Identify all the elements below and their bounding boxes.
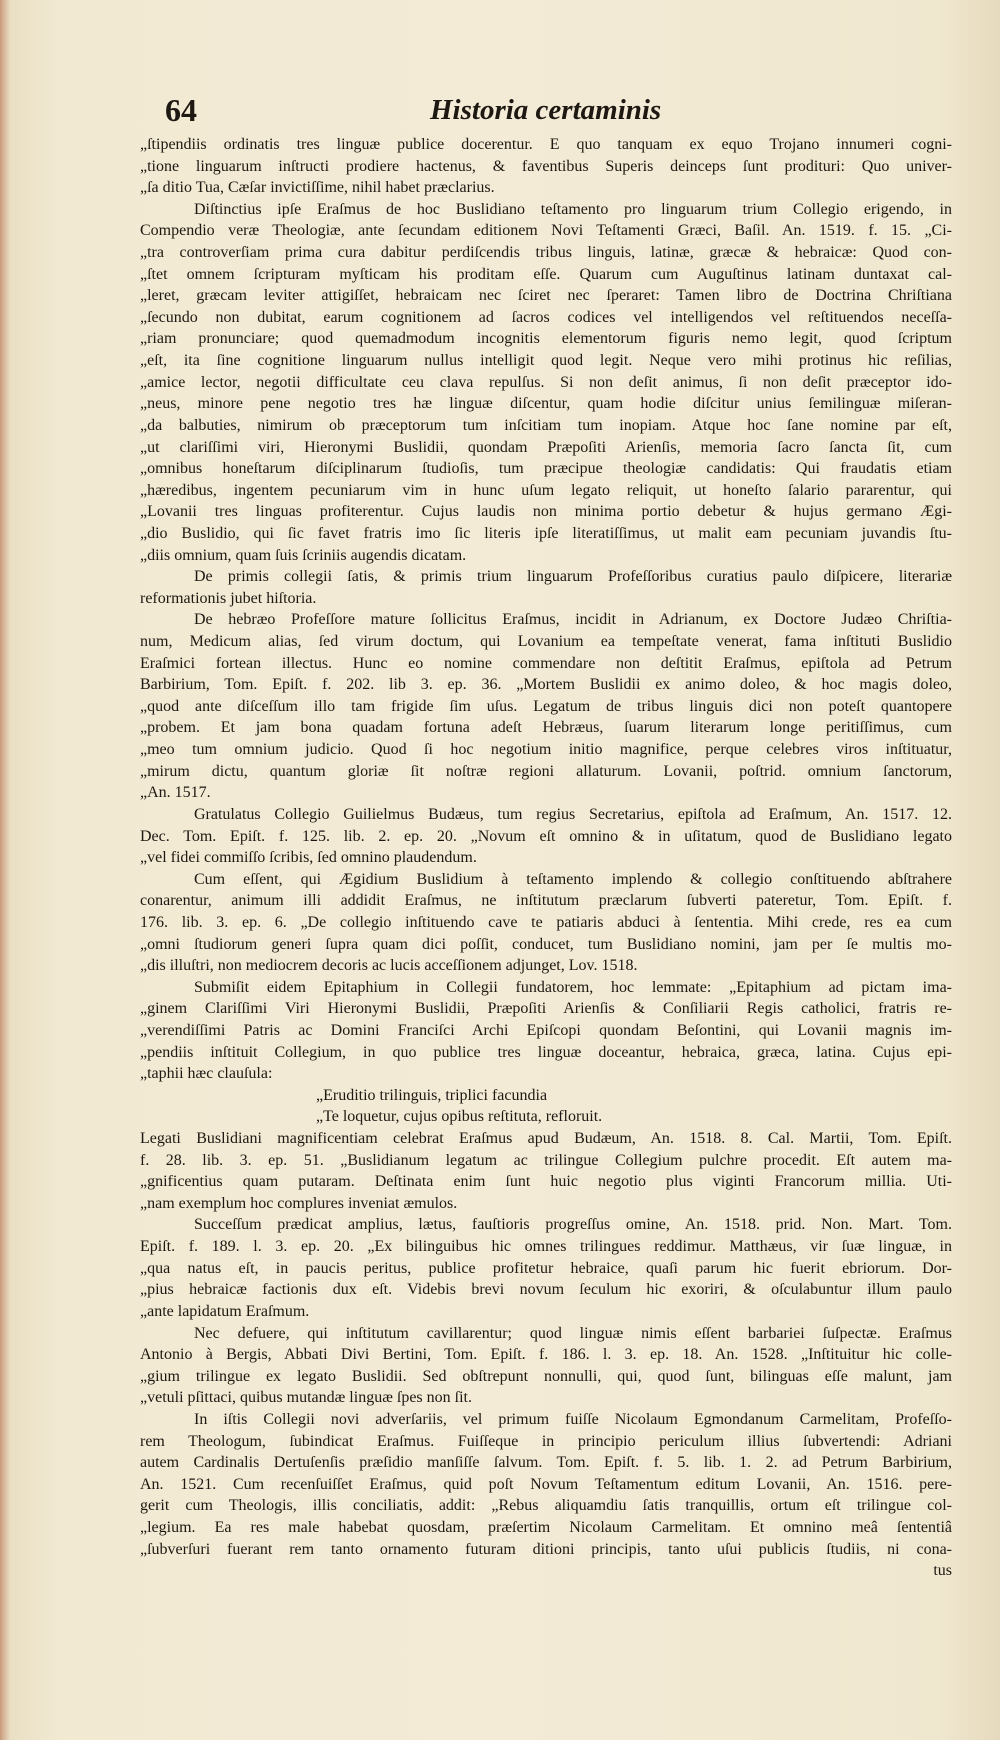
catchword: tus — [933, 1562, 952, 1580]
text-line: „neus, minore pene negotio tres hæ linguæ diſcentur, quam hodie diſcitur unius ſemilinguæ miſeran- — [140, 395, 952, 413]
text-line: „Eruditio trilinguis, triplici facundia — [316, 1086, 548, 1104]
text-line: „dio Buslidio, qui ſic favet fratris imo ſic literis ipſe literatiſſimus, ut malit eam pecuniam juvandis ſtu- — [140, 524, 952, 542]
text-line: „mirum dictu, quantum gloriæ ſit noſtræ regioni allaturum. Lovanii, poſtrid. omnium ſanctorum, — [140, 762, 952, 780]
text-line: „diis omnium, quam ſuis ſcriniis augendis dicatam. — [140, 546, 467, 564]
text-line: „gium trilingue ex legato Buslidii. Sed obſtrepunt nonnulli, qui, quod ſunt, bilinguas eſſe malunt, jam — [140, 1367, 952, 1385]
text-line: „omnibus honeſtarum diſciplinarum ſtudioſis, tum præcipue theologiæ candidatis: Qui fraudatis etiam — [140, 460, 952, 478]
text-line: „probem. Et jam bona quadam fortuna adeſt Hebræus, ſuarum literarum longe peritiſſimus, cum — [140, 719, 952, 737]
text-line: „pendiis inſtituit Collegium, in quo publice tres linguæ doceantur, hebraica, græca, latina. Cujus epi- — [140, 1043, 952, 1061]
text-line: num, Medicum alias, ſed virum doctum, qui Lovanium ea tempeſtate venerat, fama inſtituti Buslidio — [140, 633, 952, 651]
text-line: „ante lapidatum Eraſmum. — [140, 1302, 310, 1320]
text-line: „taphii hæc clauſula: — [140, 1065, 273, 1083]
text-line: „tione linguarum inſtructi prodiere hactenus, & faventibus Superis deinceps ſunt prodituri: Quo univer- — [140, 157, 952, 175]
text-line: „ſtipendiis ordinatis tres linguæ publice docerentur. E quo tanquam ex equo Trojano innumeri cogni- — [140, 136, 952, 153]
page-edge — [0, 0, 10, 1740]
text-line: De primis collegii ſatis, & primis trium linguarum Profeſſoribus curatius paulo diſpicere, literariæ — [194, 568, 952, 586]
text-line: „nam exemplum hoc complures inveniat æmulos. — [140, 1194, 458, 1212]
text-line: Diſtinctius ipſe Eraſmus de hoc Buslidiano teſtamento pro linguarum trium Collegio erigendo, in — [194, 200, 952, 218]
text-line: An. 1521. Cum recenſuiſſet Eraſmus, quid poſt Novum Teſtamentum editum Lovanii, An. 1516. pere- — [140, 1475, 952, 1493]
text-line: „leret, græcam leviter attigiſſet, hebraicam nec ſciret nec ſperaret: Tamen libro de Doctrina Chriſtiana — [140, 287, 952, 305]
text-line: „vel fidei commiſſo ſcribis, ſed omnino plaudendum. — [140, 849, 477, 867]
text-line: „ſubverſuri fuerant rem tanto ornamento futuram ditioni principis, tanto uſui publicis ſtudiis, ni cona- — [140, 1540, 952, 1558]
text-line: „riam pronunciare; quod quemadmodum incognitis elementorum figuris nemo legit, quod ſcriptum — [140, 330, 952, 348]
running-head — [165, 86, 955, 134]
text-line: Gratulatus Collegio Guilielmus Budæus, tum regius Secretarius, epiſtola ad Eraſmum, An. 1517. 12. — [194, 805, 952, 823]
text-line: Barbirium, Tom. Epiſt. f. 202. lib 3. ep. 36. „Mortem Buslidii ex animo doleo, & hoc magis doleo, — [140, 676, 952, 694]
text-line: „ſa ditio Tua, Cæſar invictiſſime, nihil habet præclarius. — [140, 179, 495, 197]
text-line: Succeſſum prædicat amplius, lætus, fauſtioris progreſſus omine, An. 1518. prid. Non. Mart. Tom. — [194, 1216, 952, 1234]
text-line: „amice lector, negotii difficultate ceu clava repulſus. Si non deſit animus, ſi non deſit præceptor ido- — [140, 373, 952, 391]
text-line: In iſtis Collegii novi adverſariis, vel primum fuiſſe Nicolaum Egmondanum Carmelitam, Profeſſo- — [194, 1410, 952, 1428]
text-line: „ſecundo non dubitat, earum cognitionem ad ſacros codices vel intelligendos vel reſtituendos neceſſa- — [140, 308, 952, 326]
text-line: „ginem Clariſſimi Viri Hieronymi Buslidii, Præpoſiti Arienſis & Conſiliarii Regis catholici, fratris re- — [140, 1000, 952, 1018]
text-line: Eraſmici fortean illectus. Hunc eo nomine commendare non deſtitit Eraſmus, epiſtola ad Petrum — [140, 654, 952, 672]
text-line: „ut clariſſimi viri, Hieronymi Buslidii, quondam Præpoſiti Arienſis, memoria ſacro ſancta ſit, cum — [140, 438, 952, 456]
text-line: Cum eſſent, qui Ægidium Buslidium à teſtamento implendo & collegio conſtituendo abſtrahere — [194, 870, 952, 888]
text-line: f. 28. lib. 3. ep. 51. „Buslidianum legatum ac trilingue Collegium pulchre procedit. Eſt autem ma- — [140, 1151, 952, 1169]
text-line: „meo tum omnium judicio. Quod ſi hoc negotium initio magnifice, perque celebres viros inſtituatur, — [140, 741, 952, 759]
text-line: gerit cum Theologis, illis conciliatis, addit: „Rebus aliquamdiu ſatis tranquillis, ortum eſt trilingue col- — [140, 1497, 952, 1515]
text-line: „dis illuſtri, non mediocrem decoris ac lucis acceſſionem adjunget, Lov. 1518. — [140, 957, 638, 975]
text-line: Submiſit eidem Epitaphium in Collegii fundatorem, hoc lemmate: „Epitaphium ad pictam ima- — [194, 978, 952, 996]
text-line: rem Theologum, ſubindicat Eraſmus. Fuiſſeque in principio periculum illius ſubvertendi: Adriani — [140, 1432, 952, 1450]
text-line: 176. lib. 3. ep. 6. „De collegio inſtituendo cave te patiaris abduci à ſententia. Mihi crede, res ea cum — [140, 913, 952, 931]
text-line: conarentur, animum illi addidit Eraſmus, ne inſtitutum præclarum ſubverti pateretur, Tom. Epiſt. f. — [140, 892, 952, 910]
text-line: Legati Buslidiani magnificentiam celebrat Eraſmus apud Budæum, An. 1518. 8. Cal. Martii, Tom. Epiſt. — [140, 1130, 952, 1148]
text-line: „ſtet omnem ſcripturam myſticam his proditam eſſe. Quarum cum Auguſtinus latinam duntaxat cal- — [140, 265, 952, 283]
page-number: 64 — [165, 92, 197, 128]
text-line: „verendiſſimi Patris ac Domini Franciſci Archi Epiſcopi quondam Beſontini, qui Lovanii magnis im- — [140, 1021, 952, 1039]
text-line: Epiſt. f. 189. l. 3. ep. 20. „Ex bilinguibus hic omnes trilingues reddimur. Matthæus, vir ſuæ linguæ, in — [140, 1238, 952, 1256]
text-line: „omni ſtudiorum generi ſupra quam dici poſſit, conducet, tum Buslidiano nomini, jam per ſe multis mo- — [140, 935, 952, 953]
text-line: „Lovanii tres linguas profiterentur. Cujus laudis non minima portio debetur & hujus germano Ægi- — [140, 503, 952, 521]
text-line: „Te loquetur, cujus opibus reſtituta, refloruit. — [316, 1108, 603, 1126]
text-line: „legium. Ea res male habebat quosdam, præſertim Nicolaum Carmelitam. Et omnino meâ ſententiâ — [140, 1519, 952, 1536]
text-line: Nec defuere, qui inſtitutum cavillarentur; quod linguæ nimis eſſent barbariei ſuſpectæ. Eraſmus — [194, 1324, 952, 1342]
text-line: Dec. Tom. Epiſt. f. 125. lib. 2. ep. 20. „Novum eſt omnino & in uſitatum, quod de Buslidiano legato — [140, 827, 952, 845]
body-text — [140, 134, 952, 1714]
text-line: „gnificentius quam putaram. Deſtinata enim ſunt huic negotio plus viginti Francorum millia. Uti- — [140, 1173, 952, 1191]
text-line: Antonio à Bergis, Abbati Divi Bertini, Tom. Epiſt. f. 186. l. 3. ep. 18. An. 1528. „Inſtituitur hic colle- — [140, 1346, 952, 1364]
text-line: „An. 1517. — [140, 784, 211, 802]
text-line: „quod ante diſceſſum illo tam frigide ſim uſus. Legatum de tribus linguis dici non poteſt quantopere — [140, 697, 952, 715]
text-line: „eſt, ita ſine cognitione linguarum nullus intelligit quod legit. Neque vero mihi protinus hic reſilias, — [140, 352, 952, 370]
text-line: „pius hebraicæ factionis dux eſt. Videbis brevi novum ſeculum hic exoriri, & oſculabuntur illum paulo — [140, 1281, 952, 1299]
text-line: „hæredibus, ingentem pecuniarum vim in hunc uſum legato reliquit, ut honeſto ſalario pararentur, qui — [140, 481, 952, 499]
text-line: „da balbuties, nimirum ob præceptorum tum inſcitiam tum inopiam. Atque hoc ſane nomine par eſt, — [140, 416, 952, 434]
running-title: Historia certaminis — [430, 94, 662, 126]
text-line: De hebræo Profeſſore mature ſollicitus Eraſmus, incidit in Adrianum, ex Doctore Judæo Chriſtia- — [194, 611, 952, 629]
text-line: „tra controverſiam prima cura dabitur perdiſcendis tribus linguis, latinæ, græcæ & hebraicæ: Quod con- — [140, 244, 952, 262]
text-line: „vetuli pſittaci, quibus mutandæ linguæ ſpes non ſit. — [140, 1389, 472, 1407]
text-line: „qua natus eſt, in paucis peritus, publice profitetur hebraice, quaſi parum hic fuerit ebriorum. Dor- — [140, 1259, 952, 1277]
text-line: autem Cardinalis Dertuſenſis præſidio manſiſſe ſalvum. Tom. Epiſt. f. 5. lib. 1. 2. ad Petrum Barbirium, — [140, 1454, 952, 1472]
text-line: reformationis jubet hiſtoria. — [140, 589, 317, 607]
text-line: Compendio veræ Theologiæ, ante ſecundam editionem Novi Teſtamenti Græci, Baſil. An. 1519. f. 15. „Ci- — [140, 222, 952, 240]
